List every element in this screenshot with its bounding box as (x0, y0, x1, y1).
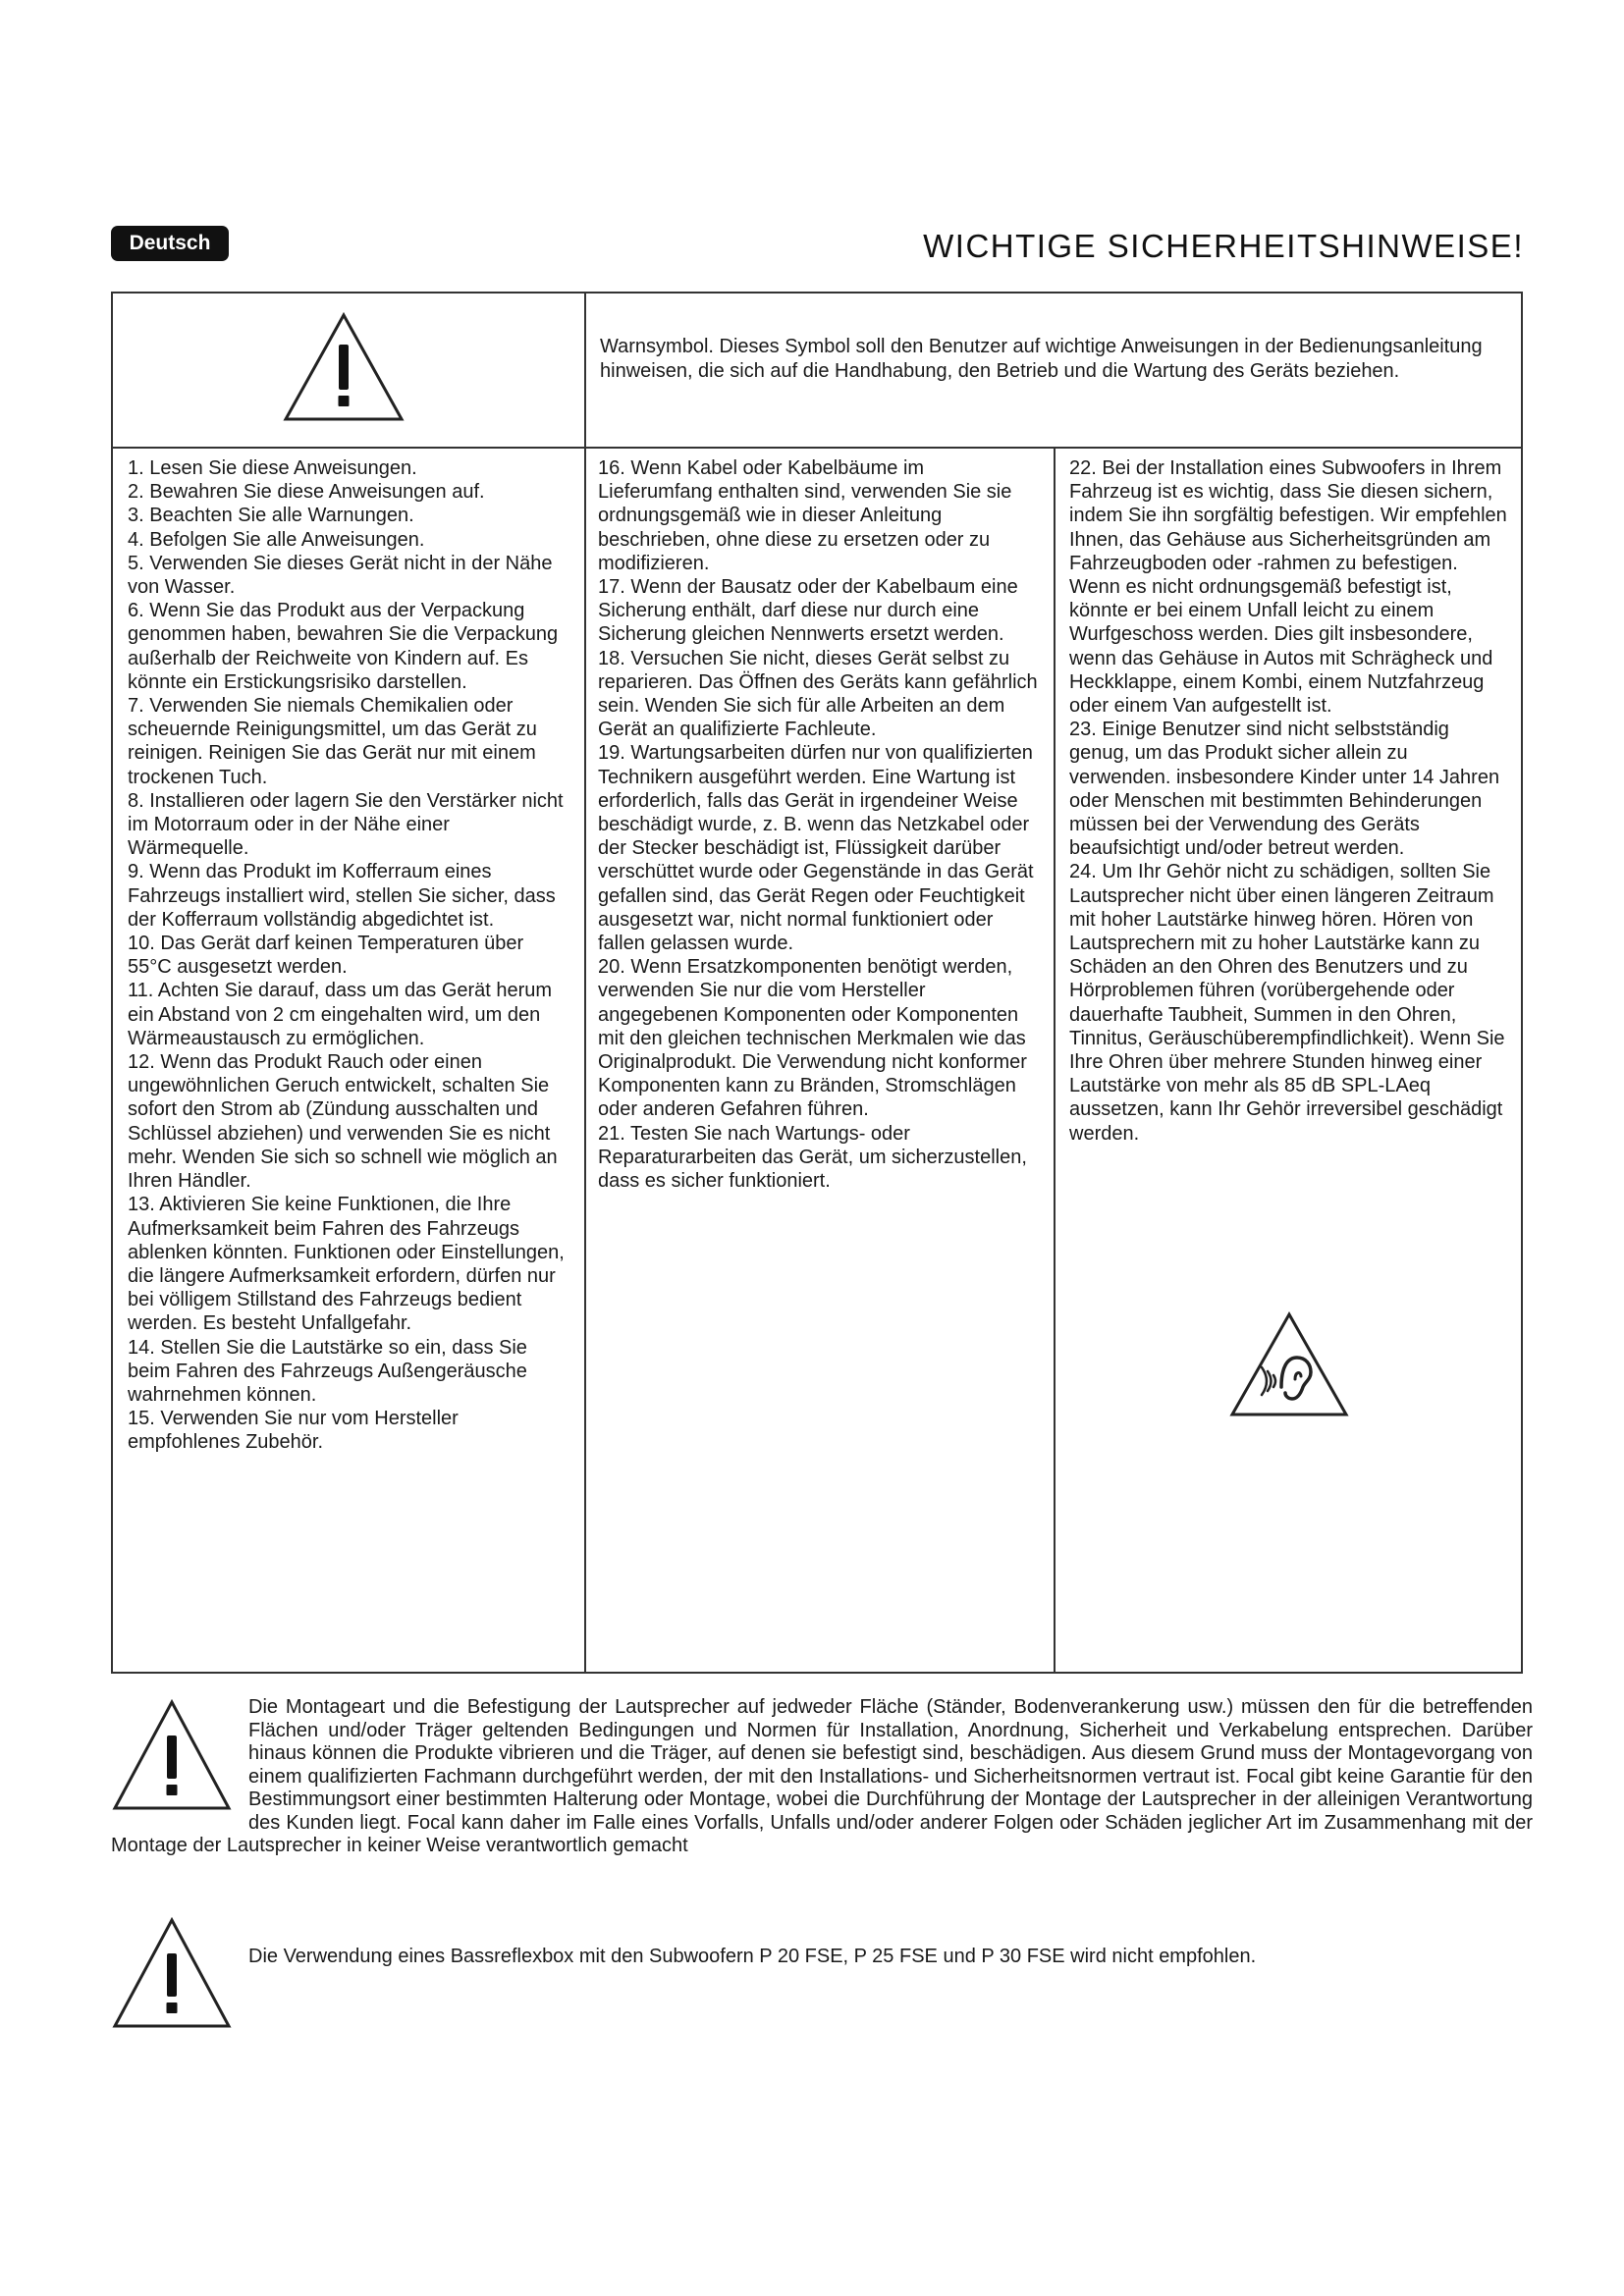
warning-triangle-icon (111, 1698, 233, 1812)
instructions-column-1 (128, 456, 569, 1455)
instruction-item: 3. Beachten Sie alle Warnungen. (128, 505, 414, 527)
mounting-notice (111, 1696, 1533, 1858)
bassreflex-notice-text: Die Verwendung eines Bassreflexbox mit den Subwoofern P 20 FSE, P 25 FSE und P 30 FSE wird nicht empfohlen. (248, 1946, 1257, 1967)
instruction-item: 4. Befolgen Sie alle Anweisungen. (128, 528, 425, 551)
warning-triangle-icon (111, 1916, 233, 2030)
instruction-item: 15. Verwenden Sie nur vom Hersteller empfohlenes Zubehör. (128, 1408, 459, 1454)
instructions-column-3 (1069, 456, 1511, 1146)
instruction-item: 7. Verwenden Sie niemals Chemikalien oder scheuernde Reinigungsmittel, um das Gerät zu reinigen. Reinigen Sie das Gerät nur mit einem trockenen Tuch. (128, 695, 537, 788)
warning-symbol-description: Warnsymbol. Dieses Symbol soll den Benutzer auf wichtige Anweisungen in der Bedienungsanleitung hinweisen, die sich auf die Handhabung, den Betrieb und die Wartung des Geräts beziehen. (600, 336, 1483, 382)
instruction-item: 24. Um Ihr Gehör nicht zu schädigen, sollten Sie Lautsprecher nicht über einen längeren Zeitraum mit hoher Lautstärke hinweg hören. Hören von Lautsprechern mit zu hoher Lautstärke kann zu Schäden an den Ohren des Benutzers und zu Hörproblemen führen (vorübergehende oder dauerhafte Taubheit, Summen in den Ohren, Tinnitus, Geräuschüberempfindlichkeit). Wenn Sie Ihre Ohren über mehrere Stunden hinweg einer Lautstärke von mehr als 85 dB SPL-LAeq aussetzen, kann Ihr Gehör irreversibel geschädigt werden. (1069, 861, 1505, 1145)
instruction-item: 9. Wenn das Produkt im Kofferraum eines Fahrzeugs installiert wird, stellen Sie sicher, dass der Kofferraum vollständig abgedichtet ist. (128, 861, 556, 931)
page-title: WICHTIGE SICHERHEITSHINWEISE! (923, 228, 1524, 264)
hearing-damage-icon (1228, 1310, 1350, 1418)
instruction-item: 22. Bei der Installation eines Subwoofers in Ihrem Fahrzeug ist es wichtig, dass Sie diesen sichern, indem Sie ihn sorgfältig befestigen. Wir empfehlen Ihnen, das Gehäuse aus Sicherheitsgründen am Fahrzeugboden oder -rahmen zu befestigen. Wenn es nicht ordnungsgemäß befestigt ist, könnte er bei einem Unfall leicht zu einem Wurfgeschoss werden. Dies gilt insbesondere, wenn das Gehäuse in Autos mit Schrägheck und Heckklappe, einem Kombi, einem Nutzfahrzeug oder einem Van aufgestellt ist. (1069, 457, 1507, 718)
safety-instructions-table (111, 292, 1523, 1674)
table-divider (1054, 447, 1056, 1672)
instruction-item: 10. Das Gerät darf keinen Temperaturen über 55°C ausgesetzt werden. (128, 933, 524, 979)
mounting-notice-text: Die Montageart und die Befestigung der Lautsprecher auf jedweder Fläche (Ständer, Bodenverankerung usw.) müssen den für die betreffenden Flächen und/oder Träger geltenden Bedingungen und Normen für Installation, Anordnung, Sicherheit und Verkabelung entsprechen. Darüber hinaus können die Produkte vibrieren und die Träger, auf denen sie befestigt sind, beschädigen. Aus diesem Grund muss der Montagevorgang von einem qualifizierten Fachmann durchgeführt werden, der mit den Installations- und Sicherheitsnormen vertraut ist. Focal gibt keine Garantie für den Bestimmungsort einer bestimmten Halterung oder Montage, wobei die Durchführung der Montage der Lautsprecher in der alleinigen Verantwortung des Kunden liegt. Focal kann daher im Falle eines Vorfalls, Unfalls und/oder anderer Folgen oder Schäden jeglicher Art im Zusammenhang mit der Montage der Lautsprecher in keiner Weise verantwortlich gemacht (111, 1696, 1533, 1856)
instruction-item: 17. Wenn der Bausatz oder der Kabelbaum eine Sicherung enthält, darf diese nur durch eine Sicherung gleichen Nennwerts ersetzt werden. (598, 576, 1018, 646)
instruction-item: 1. Lesen Sie diese Anweisungen. (128, 457, 417, 479)
instruction-item: 20. Wenn Ersatzkomponenten benötigt werden, verwenden Sie nur die vom Hersteller angegebenen Komponenten oder Komponenten mit den gleichen technischen Merkmalen wie das Originalprodukt. Die Verwendung nicht konformer Komponenten kann zu Bränden, Stromschlägen oder anderen Gefahren führen. (598, 956, 1027, 1121)
instruction-item: 16. Wenn Kabel oder Kabelbäume im Lieferumfang enthalten sind, verwenden Sie sie ordnungsgemäß wie in dieser Anleitung beschrieben, ohne diese zu ersetzen oder zu modifizieren. (598, 457, 1012, 574)
instruction-item: 5. Verwenden Sie dieses Gerät nicht in der Nähe von Wasser. (128, 552, 553, 599)
instruction-item: 14. Stellen Sie die Lautstärke so ein, dass Sie beim Fahren des Fahrzeugs Außengeräusche wahrnehmen können. (128, 1336, 527, 1406)
instructions-column-2 (598, 456, 1040, 1193)
warning-symbol-cell (113, 294, 584, 449)
table-divider (584, 294, 586, 1672)
language-badge: Deutsch (111, 226, 229, 261)
instruction-item: 6. Wenn Sie das Produkt aus der Verpackung genommen haben, bewahren Sie die Verpackung außerhalb der Reichweite von Kindern auf. Es könnte ein Erstickungsrisiko darstellen. (128, 600, 559, 693)
instruction-item: 2. Bewahren Sie diese Anweisungen auf. (128, 481, 485, 504)
instruction-item: 23. Einige Benutzer sind nicht selbstständig genug, um das Produkt sicher allein zu verwenden. insbesondere Kinder unter 14 Jahren oder Menschen mit bestimmten Behinderungen müssen bei der Verwendung des Geräts beaufsichtigt und/oder betreut werden. (1069, 719, 1500, 860)
instruction-item: 13. Aktivieren Sie keine Funktionen, die Ihre Aufmerksamkeit beim Fahren des Fahrzeugs ablenken könnten. Funktionen oder Einstellungen, die längere Aufmerksamkeit erfordern, dürfen nur bei völligem Stillstand des Fahrzeugs bedient werden. Es besteht Unfallgefahr. (128, 1194, 565, 1335)
instruction-item: 18. Versuchen Sie nicht, dieses Gerät selbst zu reparieren. Das Öffnen des Geräts kann gefährlich sein. Wenden Sie sich für alle Arbeiten an dem Gerät an qualifizierte Fachleute. (598, 647, 1038, 741)
instruction-item: 19. Wartungsarbeiten dürfen nur von qualifizierten Technikern ausgeführt werden. Eine Wartung ist erforderlich, falls das Gerät in irgendeiner Weise beschädigt wurde, z. B. wenn das Netzkabel oder der Stecker beschädigt ist, Flüssigkeit darüber verschüttet wurde oder Gegenstände in das Gerät gefallen sind, das Gerät Regen oder Feuchtigkeit ausgesetzt war, nicht normal funktioniert oder fallen gelassen wurde. (598, 742, 1034, 955)
instruction-item: 12. Wenn das Produkt Rauch oder einen ungewöhnlichen Geruch entwickelt, schalten Sie sofort den Strom ab (Zündung ausschalten und Schlüssel abziehen) und verwenden Sie es nicht mehr. Wenden Sie sich so schnell wie möglich an Ihren Händler. (128, 1051, 558, 1193)
instruction-item: 21. Testen Sie nach Wartungs- oder Reparaturarbeiten das Gerät, um sicherzustellen, dass es sicher funktioniert. (598, 1122, 1027, 1193)
instruction-item: 8. Installieren oder lagern Sie den Verstärker nicht im Motorraum oder in der Nähe einer Wärmequelle. (128, 789, 564, 860)
warning-triangle-icon (282, 311, 406, 423)
instruction-item: 11. Achten Sie darauf, dass um das Gerät herum ein Abstand von 2 cm eingehalten wird, um den Wärmeaustausch zu ermöglichen. (128, 980, 553, 1049)
